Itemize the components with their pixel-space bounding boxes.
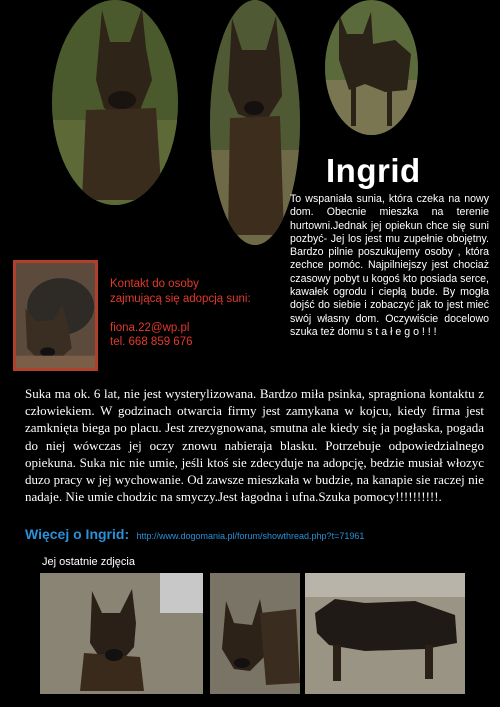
dog-photo-framed (13, 260, 98, 371)
dog-name-heading: Ingrid (326, 152, 421, 189)
contact-line-1: Kontakt do osoby (110, 278, 199, 290)
dog-photo-bottom-3 (305, 573, 465, 694)
story-paragraph: To wspaniała sunia, która czeka na nowy dom. Obecnie mieszka na terenie hurtowni.Jednak jej opiekun chce się suni pozbyć- Jej los jest mu zupełnie obojętny. Bardzo pilnie poszukujemy osoby , która zechce pomóc. Najpilniejszy jest chociaż czasowy pobyt u kogoś kto posiada serce, kawałek ogrodu i ciepłą bude. By mogła dojść do siebie i zobaczyć jak to jest mieć swój własny dom. Oczywiście docelowo szuka też domu s t a ł e g o ! ! ! (290, 193, 489, 338)
more-info-label: Więcej o Ingrid: (25, 526, 130, 542)
more-info-url-link[interactable]: http://www.dogomania.pl/forum/showthread.php?t=71961 (136, 531, 365, 541)
dog-photo-bottom-2 (210, 573, 300, 694)
dog-photo-top-3 (325, 0, 418, 135)
contact-block (110, 277, 280, 350)
dog-photo-top-1 (52, 0, 178, 205)
contact-line-2: zajmującą się adopcją suni: (110, 292, 251, 305)
contact-email[interactable]: fiona.22@wp.pl (110, 321, 190, 334)
dog-photo-top-2 (210, 0, 300, 245)
more-info-row (25, 526, 495, 542)
main-description: Suka ma ok. 6 lat, nie jest wysterylizowana. Bardzo miła psinka, spragniona kontaktu z człowiekiem. W godzinach otwarcia firmy jest zamykana w kojcu, kiedy firma jest zamknięta biega po placu. Jest zrezygnowana, smutna ale kiedy się ja pogłaska, pogada do niej wówczas jej oczy znowu nabieraja blasku. Potrzebuje odpowiedzialnego opiekuna. Suka nic nie umie, jeśli ktoś sie zdecyduje na adopcję, bedzie musiał włozyc duzo pracy w jej wychowanie. Od zawsze mieszkała w budzie, na kanapie sie raczej nie nadaje. Nie umie chodzic na smyczy.Jest łagodna i ufna.Szuka pomocy!!!!!!!!!!. (25, 386, 484, 505)
dog-photo-bottom-1 (40, 573, 203, 694)
contact-phone[interactable]: tel. 668 859 676 (110, 336, 193, 348)
gallery-label: Jej ostatnie zdjęcia (42, 556, 135, 568)
